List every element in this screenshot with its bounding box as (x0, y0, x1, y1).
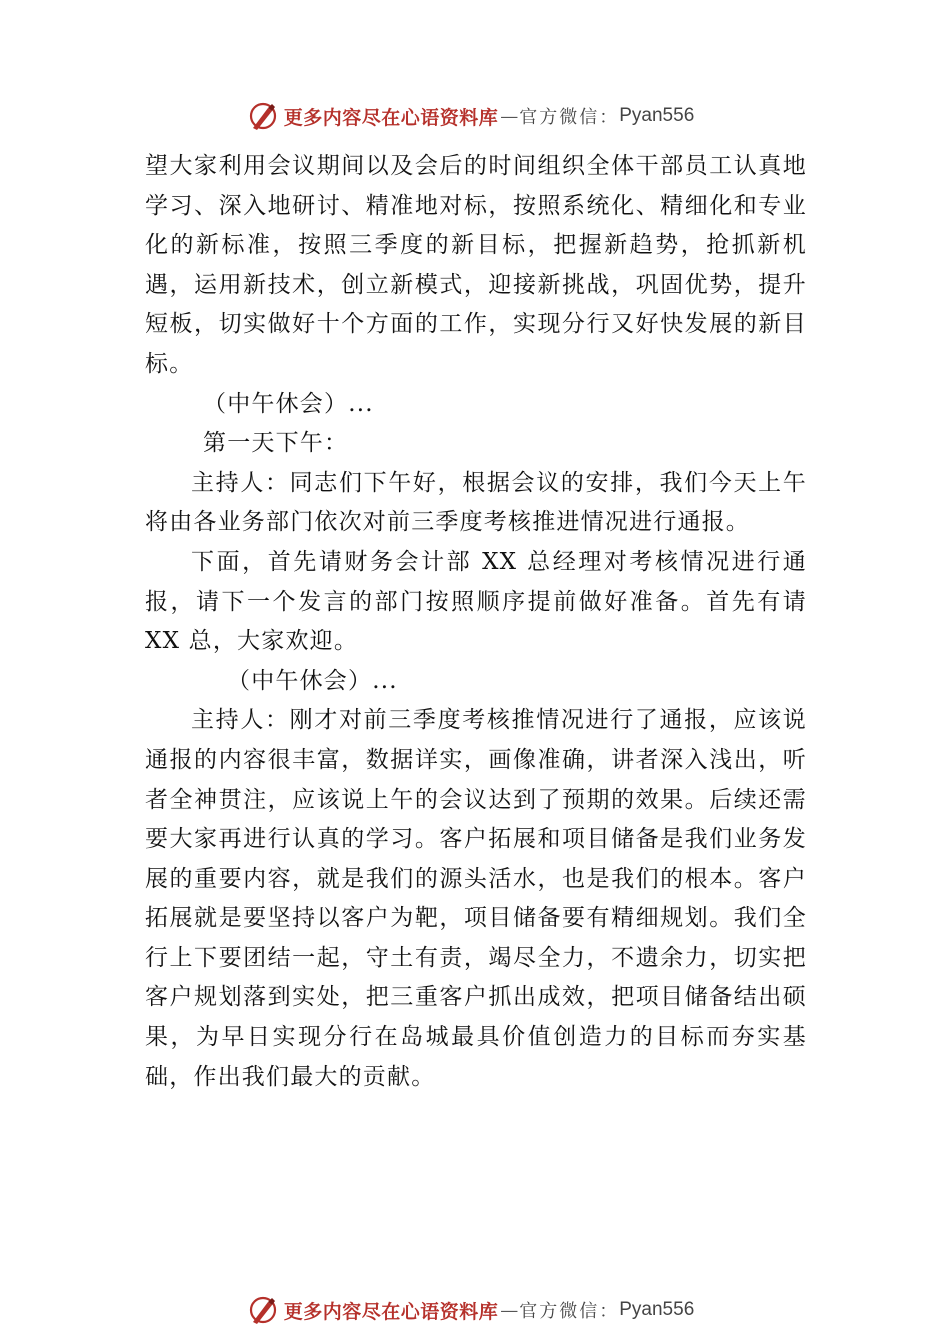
banner-wechat-id: Pyan556 (619, 105, 695, 126)
header-banner (0, 96, 950, 136)
paragraph-finance-report: 下面，首先请财务会计部 XX 总经理对考核情况进行通报，请下一个发言的部门按照顺序提前做好准备。首先有请 XX 总，大家欢迎。 (145, 548, 807, 655)
footer-separator: — (500, 1299, 518, 1321)
pen-seal-icon (246, 99, 280, 133)
footer-banner (0, 1290, 950, 1330)
paragraph-day-one-afternoon: 第一天下午： (203, 430, 349, 457)
banner-brand-text: 更多内容尽在心语资料库 (283, 106, 499, 129)
paragraph-noon-break-2: （中午休会）... (227, 667, 398, 694)
pen-seal-icon (246, 1293, 280, 1327)
banner-separator: — (500, 105, 518, 127)
paragraph-host-greeting: 主持人：同志们下午好，根据会议的安排，我们今天上午将由各业务部门依次对前三季度考核推进情况进行通报。 (145, 469, 807, 536)
paragraph-opening: 望大家利用会议期间以及会后的时间组织全体干部员工认真地学习、深入地研讨、精准地对标，按照系统化、精细化和专业化的新标准，按照三季度的新目标，把握新趋势，抢抓新机遇，运用新技术，创立新模式，迎接新挑战，巩固优势，提升短板，切实做好十个方面的工作，实现分行又好快发展的新目标。 (145, 153, 807, 377)
banner-wechat-label: 官方微信： (519, 107, 620, 128)
footer-brand-text: 更多内容尽在心语资料库 (283, 1300, 499, 1323)
paragraph-host-summary: 主持人：刚才对前三季度考核推情况进行了通报，应该说通报的内容很丰富，数据详实，画像准确，讲者深入浅出，听者全神贯注，应该说上午的会议达到了预期的效果。后续还需要大家再进行认真的学习。客户拓展和项目储备是我们业务发展的重要内容，就是我们的源头活水，也是我们的根本。客户拓展就是要坚持以客户为靶，项目储备要有精细规划。我们全行上下要团结一起，守土有责，竭尽全力，不遗余力，切实把客户规划落到实处，把三重客户抓出成效，把项目储备结出硕果，为早日实现分行在岛城最具价值创造力的目标而夯实基础，作出我们最大的贡献。 (145, 707, 807, 1090)
footer-wechat-label: 官方微信： (519, 1301, 620, 1322)
footer-wechat-id: Pyan556 (619, 1299, 695, 1320)
document-body (145, 147, 807, 1097)
paragraph-noon-break: （中午休会）... (203, 390, 374, 417)
